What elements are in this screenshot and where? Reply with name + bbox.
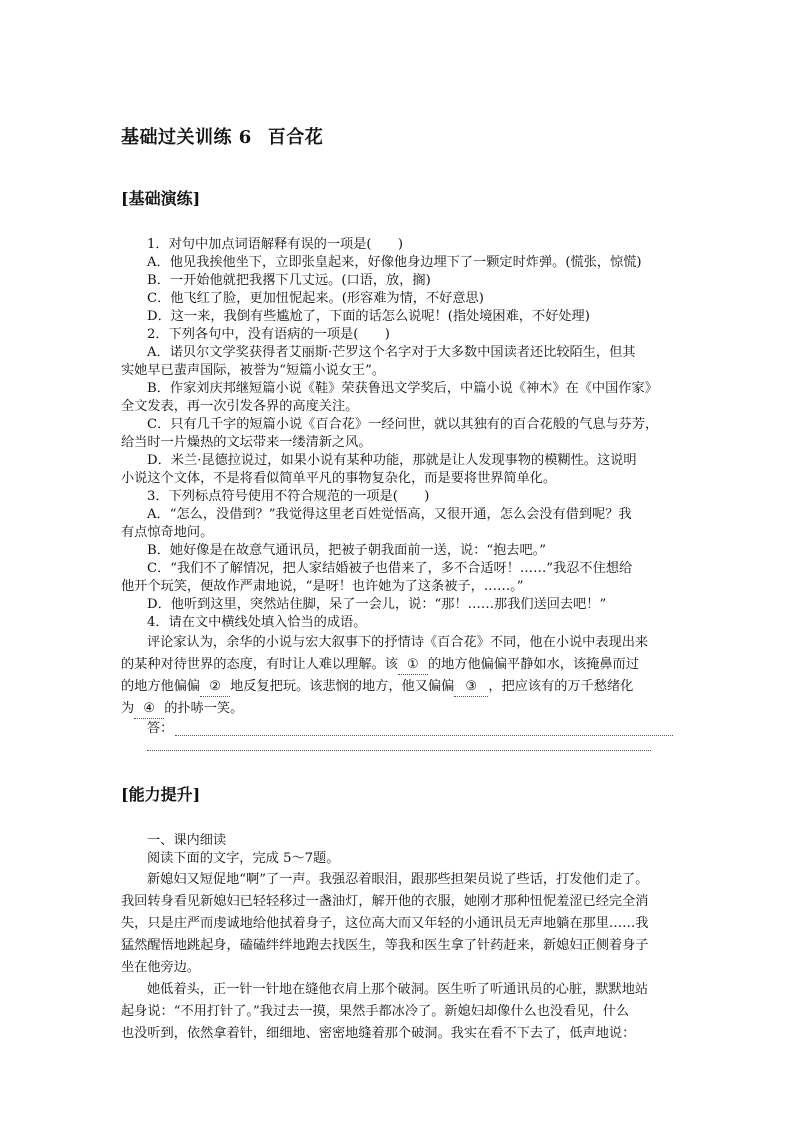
reading-p1-line3: 失，只是庄严而虔诚地给他拭着身子，这位高大而又年轻的小通讯员无声地躺在那里……我 [121,916,649,931]
reading-p2-line2: 起身说：“不用打针了。”我过去一摸，果然手都冰冷了。新媳妇却像什么也没看见，什么 [121,1004,630,1019]
q4-passage-line3: 的地方他偏偏 ② 地反复把玩。该悲悯的地方，他又偏偏 ③ ，把应该有的万千愁绪化 [121,678,633,697]
section-heading-advanced: [能力提升] [121,785,201,804]
q1-option-d: D．这一来，我倒有些尴尬了，下面的话怎么说呢！(指处境困难，不好处理) [147,309,590,324]
q2-option-c-line1: C．只有几千字的短篇小说《百合花》一经问世，就以其独有的百合花般的气息与芬芳， [147,417,659,432]
q1-stem: 1．对句中加点词语解释有误的一项是( ) [147,237,404,252]
q2-option-b-line1: B．作家刘庆邦继短篇小说《鞋》荣获鲁迅文学奖后，中篇小说《神木》在《中国作家》 [147,381,658,396]
q2-option-a-line2: 实她早已蜚声国际，被誉为“短篇小说女王”。 [121,363,386,378]
q2-option-b-line2: 全文发表，再一次引发各界的高度关注。 [121,399,359,414]
q3-option-b: B．她好像是在故意气通讯员，把被子朝我面前一送，说：“抱去吧。” [147,543,547,558]
reading-p1-line5: 坐在他旁边。 [121,960,201,975]
title-text: 百合花 [267,127,324,148]
q4-stem: 4．请在文中横线处填入恰当的成语。 [147,615,367,630]
q4-answer-label: 答： [147,721,174,736]
reading-p1-line1: 新媳妇又短促地“啊”了一声。我强忍着眼泪，跟那些担架员说了些话，打发他们走了。 [147,872,649,887]
q4-passage-line4: 为 ④ 的扑哧一笑。 [121,700,243,719]
reading-instruction: 阅读下面的文字，完成 5～7题。 [147,851,340,866]
q4-passage-line1: 评论家认为，余华的小说与宏大叙事下的抒情诗《百合花》不同，他在小说中表现出来 [147,635,649,650]
answer-line-1[interactable] [175,735,673,736]
reading-p1-line2: 我回转身看见新媳妇已轻轻移过一盏油灯，解开他的衣服，她刚才那种忸怩羞涩已经完全消 [121,894,649,909]
q1-option-a: A．他见我挨他坐下，立即张皇起来，好像他身边埋下了一颗定时炸弹。(慌张，惊慌) [147,255,642,270]
q4-blank-2[interactable]: ② [200,678,230,697]
q2-option-c-line2: 给当时一片燥热的文坛带来一缕清新之风。 [121,435,372,450]
q1-option-b: B．一开始他就把我撂下几丈远。(口语，放，搁) [147,273,431,288]
q3-option-c-line1: C．“我们不了解情况，把人家结婚被子也借来了，多不合适呀！……”我忍不住想给 [147,561,633,576]
section-heading-basic: [基础演练] [121,189,201,208]
answer-line-2[interactable] [147,750,651,751]
q4-blank-3[interactable]: ③ [454,678,488,697]
q2-option-a-line1: A．诺贝尔文学奖获得者艾丽斯·芒罗这个名字对于大多数中国读者还比较陌生，但其 [147,345,636,360]
q2-option-d-line2: 小说这个文体，不是将看似简单平凡的事物复杂化，而是要将世界简单化。 [121,471,557,486]
reading-p1-line4: 猛然醒悟地跳起身，磕磕绊绊地跑去找医生，等我和医生拿了针药赶来，新媳妇正侧着身子 [121,938,649,953]
q3-option-c-line2: 他开个玩笑，便故作严肃地说，“是呀！也许她为了这条被子，……。” [121,579,524,594]
q2-option-d-line1: D．米兰·昆德拉说过，如果小说有某种功能，那就是让人发现事物的模糊性。这说明 [147,453,637,468]
q2-stem: 2．下列各句中，没有语病的一项是( ) [147,327,390,342]
q3-option-d: D．他听到这里，突然站住脚，呆了一会儿，说：“那！……那我们送回去吧！” [147,597,607,612]
q1-option-c: C．他飞红了脸，更加忸怩起来。(形容难为情，不好意思) [147,291,484,306]
q3-option-a-line2: 有点惊奇地问。 [121,525,214,540]
reading-p2-line1: 她低着头，正一针一针地在缝他衣肩上那个破洞。医生听了听通讯员的心脏，默默地站 [147,982,649,997]
page-title [121,123,323,149]
q3-stem: 3．下列标点符号使用不符合规范的一项是( ) [147,489,430,504]
reading-p2-line3: 也没听到，依然拿着针，细细地、密密地缝着那个破洞。我实在看不下去了，低声地说： [121,1026,636,1041]
title-lesson: 基础过关训练 6 [121,127,252,148]
q3-option-a-line1: A．“怎么，没借到？”我觉得这里老百姓觉悟高，又很开通，怎么会没有借到呢？我 [147,507,632,522]
q4-blank-1[interactable]: ① [398,656,428,675]
reading-part-heading: 一、课内细读 [147,833,227,848]
q4-blank-4[interactable]: ④ [134,700,164,719]
q4-passage-line2: 的某种对待世界的态度，有时让人难以理解。该 ① 的地方他偏偏平静如水，该掩鼻而过 [121,656,639,675]
